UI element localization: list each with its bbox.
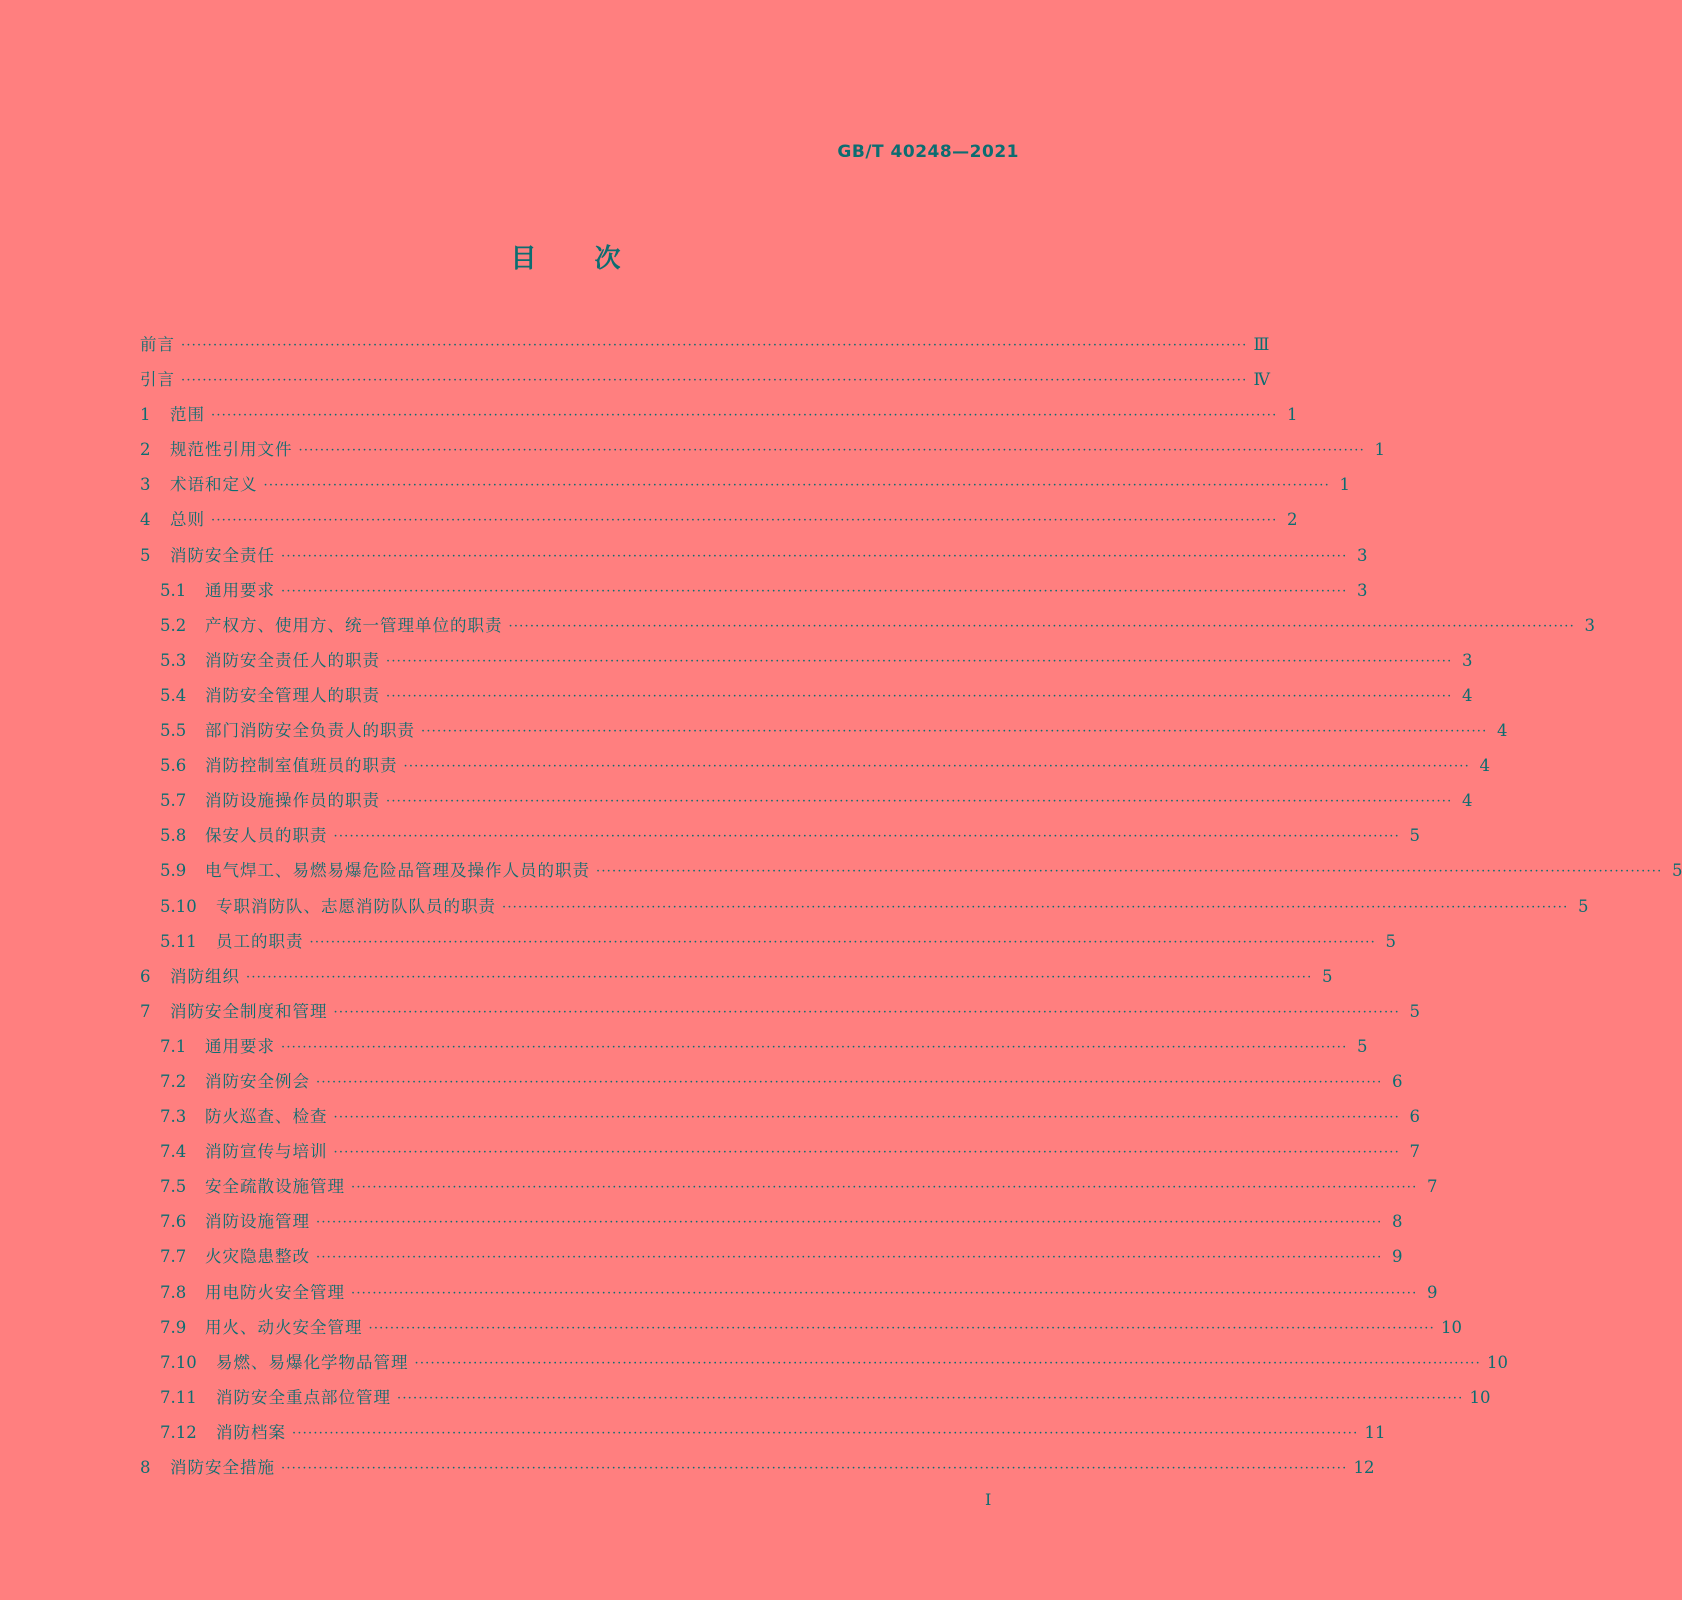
toc-entry-label: 消防控制室值班员的职责	[205, 756, 398, 776]
toc-dot-leader: ········································································································································································································	[309, 934, 1376, 950]
toc-entry-label: 消防组织	[170, 966, 240, 986]
toc-entry[interactable]	[140, 1349, 1508, 1384]
toc-entry[interactable]	[140, 471, 1350, 506]
toc-entry-page: 5	[1577, 896, 1589, 916]
toc-entry-page: Ⅲ	[1253, 335, 1270, 354]
toc-entry-number: 4	[140, 510, 151, 530]
toc-entry-label: 易燃、易爆化学物品管理	[216, 1352, 409, 1372]
toc-entry-label: 消防安全例会	[205, 1071, 310, 1091]
page-title: 目次	[510, 244, 679, 274]
toc-dot-leader: ········································································································································································································	[211, 513, 1278, 529]
toc-entry[interactable]	[140, 1419, 1386, 1454]
toc-entry-number: 7.4	[160, 1142, 187, 1162]
toc-entry-label: 消防设施管理	[205, 1212, 310, 1232]
toc-entry[interactable]	[140, 1384, 1491, 1419]
toc-dot-leader: ········································································································································································································	[316, 1074, 1383, 1090]
toc-entry-number: 7.10	[160, 1352, 197, 1372]
standard-code: GB/T 40248—2021	[837, 142, 1019, 162]
toc-dot-leader: ········································································································································································································	[421, 724, 1488, 740]
toc-entry[interactable]	[140, 893, 1589, 928]
toc-entry[interactable]	[140, 1243, 1403, 1278]
toc-entry-page: 9	[1426, 1282, 1438, 1302]
toc-entry[interactable]	[140, 1173, 1438, 1208]
toc-entry-page: 1	[1286, 405, 1298, 425]
toc-entry-label: 术语和定义	[170, 475, 258, 495]
toc-entry-number: 5.10	[160, 896, 197, 916]
toc-entry[interactable]	[140, 1138, 1420, 1173]
toc-dot-leader: ········································································································································································································	[181, 338, 1248, 353]
toc-entry-page: 8	[1391, 1212, 1403, 1232]
footer-page-number: I	[985, 1490, 992, 1509]
toc-entry[interactable]	[140, 857, 1682, 892]
toc-entry[interactable]	[140, 577, 1368, 612]
toc-entry-number: 3	[140, 475, 151, 495]
toc-entry-label: 消防设施操作员的职责	[205, 791, 380, 811]
toc-dot-leader: ········································································································································································································	[386, 688, 1453, 704]
toc-entry-page: 7	[1409, 1142, 1420, 1162]
toc-entry[interactable]	[140, 928, 1396, 963]
toc-entry-label: 通用要求	[205, 580, 275, 600]
toc-entry[interactable]	[140, 436, 1385, 471]
toc-dot-leader: ········································································································································································································	[397, 1390, 1464, 1406]
toc-entry-page: 10	[1486, 1352, 1508, 1372]
toc-entry-number: 7.5	[160, 1177, 187, 1197]
toc-dot-leader: ········································································································································································································	[316, 1215, 1383, 1231]
toc-entry-label: 产权方、使用方、统一管理单位的职责	[205, 615, 503, 635]
toc-entry[interactable]	[140, 717, 1508, 752]
toc-entry[interactable]	[140, 1314, 1462, 1349]
toc-entry-label: 消防安全责任	[170, 545, 275, 565]
toc-entry-label: 引言	[140, 370, 175, 390]
toc-entry[interactable]	[140, 1454, 1375, 1489]
toc-entry-label: 规范性引用文件	[170, 440, 293, 460]
toc-entry[interactable]	[140, 366, 1270, 401]
toc-dot-leader: ········································································································································································································	[316, 1250, 1383, 1266]
toc-entry-label: 安全疏散设施管理	[205, 1177, 345, 1197]
toc-entry[interactable]	[140, 612, 1595, 647]
toc-entry-label: 消防档案	[216, 1422, 286, 1442]
toc-dot-leader: ········································································································································································································	[368, 1320, 1435, 1336]
toc-entry-number: 7.7	[160, 1247, 187, 1267]
toc-entry[interactable]	[140, 506, 1298, 541]
toc-entry-number: 7.3	[160, 1107, 187, 1127]
toc-entry-page: 4	[1461, 791, 1473, 811]
toc-entry-number: 5.2	[160, 615, 187, 635]
toc-entry-page: 4	[1479, 756, 1490, 776]
toc-entry-number: 7.9	[160, 1317, 187, 1337]
toc-dot-leader: ········································································································································································································	[502, 899, 1569, 915]
toc-entry-number: 7.2	[160, 1071, 187, 1091]
toc-entry[interactable]	[140, 331, 1270, 366]
toc-entry-page: 3	[1461, 650, 1473, 670]
toc-entry-number: 7.12	[160, 1422, 197, 1442]
toc-entry-label: 消防安全制度和管理	[170, 1001, 328, 1021]
toc-entry[interactable]	[140, 1208, 1403, 1243]
toc-entry-label: 通用要求	[205, 1036, 275, 1056]
toc-entry-label: 部门消防安全负责人的职责	[205, 721, 415, 741]
toc-dot-leader: ········································································································································································································	[351, 1285, 1418, 1301]
toc-dot-leader: ········································································································································································································	[414, 1355, 1481, 1371]
toc-dot-leader: ········································································································································································································	[333, 1145, 1400, 1161]
toc-entry[interactable]	[140, 822, 1420, 857]
toc-dot-leader: ········································································································································································································	[211, 408, 1278, 424]
toc-entry[interactable]	[140, 682, 1473, 717]
toc-entry[interactable]	[140, 787, 1473, 822]
toc-entry-page: 5	[1321, 966, 1333, 986]
toc-dot-leader: ········································································································································································································	[298, 443, 1365, 459]
toc-entry-number: 5	[140, 545, 151, 565]
toc-dot-leader: ········································································································································································································	[386, 794, 1453, 810]
toc-entry-number: 7.6	[160, 1212, 187, 1232]
toc-entry-number: 7	[140, 1001, 151, 1021]
toc-entry-number: 7.8	[160, 1282, 187, 1302]
toc-entry[interactable]	[140, 1279, 1438, 1314]
toc-entry-label: 总则	[170, 510, 205, 530]
toc-dot-leader: ········································································································································································································	[333, 829, 1400, 845]
toc-entry-label: 消防安全措施	[170, 1458, 275, 1477]
toc-entry-page: 10	[1469, 1387, 1491, 1407]
toc-entry-page: 5	[1385, 931, 1396, 951]
toc-entry[interactable]	[140, 1103, 1420, 1138]
toc-entry-page: 1	[1339, 475, 1350, 495]
toc-entry-page: 2	[1286, 510, 1298, 530]
toc-entry-label: 消防安全重点部位管理	[216, 1387, 391, 1407]
toc-entry-number: 5.1	[160, 580, 187, 600]
toc-entry[interactable]	[140, 1033, 1368, 1068]
toc-entry[interactable]	[140, 542, 1368, 577]
toc-entry-label: 前言	[140, 335, 175, 354]
toc-entry[interactable]	[140, 963, 1333, 998]
toc-entry[interactable]	[140, 998, 1420, 1033]
toc-entry-label: 用电防火安全管理	[205, 1282, 345, 1302]
toc-entry-label: 消防安全管理人的职责	[205, 685, 380, 705]
toc-entry-page: 6	[1409, 1107, 1420, 1127]
toc-dot-leader: ········································································································································································································	[386, 653, 1453, 669]
toc-dot-leader: ········································································································································································································	[333, 1004, 1400, 1020]
toc-entry-label: 防火巡查、检查	[205, 1107, 328, 1127]
toc-entry-label: 范围	[170, 405, 205, 425]
toc-entry-number: 5.11	[160, 931, 197, 951]
toc-entry-number: 5.4	[160, 685, 187, 705]
toc-entry-page: 7	[1426, 1177, 1438, 1197]
toc-entry-number: 5.9	[160, 861, 187, 881]
toc-dot-leader: ········································································································································································································	[351, 1180, 1418, 1196]
toc-dot-leader: ········································································································································································································	[281, 1461, 1348, 1476]
toc-dot-leader: ········································································································································································································	[263, 478, 1330, 494]
toc-entry[interactable]	[140, 1068, 1403, 1103]
toc-entry-number: 8	[140, 1458, 151, 1477]
toc-entry-label: 消防宣传与培训	[205, 1142, 328, 1162]
toc-entry-label: 用火、动火安全管理	[205, 1317, 363, 1337]
toc-entry-label: 专职消防队、志愿消防队队员的职责	[216, 896, 496, 916]
toc-entry-number: 2	[140, 440, 151, 460]
toc-entry-number: 7.11	[160, 1387, 197, 1407]
toc-entry-number: 7.1	[160, 1036, 187, 1056]
toc-entry-label: 火灾隐患整改	[205, 1247, 310, 1267]
toc-dot-leader: ········································································································································································································	[403, 759, 1470, 775]
toc-dot-leader: ········································································································································································································	[281, 583, 1348, 599]
toc-entry-page: 9	[1391, 1247, 1403, 1267]
toc-entry-number: 5.7	[160, 791, 187, 811]
toc-entry-label: 电气焊工、易燃易爆危险品管理及操作人员的职责	[205, 861, 590, 881]
toc-entry-number: 1	[140, 405, 151, 425]
toc-entry[interactable]	[140, 401, 1298, 436]
toc-entry-page: 12	[1353, 1458, 1375, 1477]
toc-entry-number: 5.5	[160, 721, 187, 741]
table-of-contents	[140, 331, 1682, 1489]
toc-entry-page: 4	[1461, 685, 1473, 705]
toc-entry-page: 5	[1356, 1036, 1368, 1056]
toc-entry-label: 消防安全责任人的职责	[205, 650, 380, 670]
toc-entry[interactable]	[140, 752, 1490, 787]
toc-entry-page: 3	[1356, 580, 1368, 600]
toc-entry-label: 员工的职责	[216, 931, 304, 951]
toc-dot-leader: ········································································································································································································	[508, 618, 1575, 634]
toc-entry-page: 1	[1374, 440, 1385, 460]
toc-entry-number: 5.8	[160, 826, 187, 846]
toc-entry-page: Ⅳ	[1253, 370, 1270, 390]
toc-entry-page: 6	[1391, 1071, 1403, 1091]
toc-entry-page: 5	[1409, 826, 1420, 846]
toc-entry-page: 3	[1356, 545, 1368, 565]
toc-dot-leader: ········································································································································································································	[281, 1039, 1348, 1055]
toc-dot-leader: ········································································································································································································	[596, 864, 1663, 880]
toc-dot-leader: ········································································································································································································	[281, 548, 1348, 564]
toc-entry-page: 5	[1409, 1001, 1420, 1021]
toc-entry-page: 5	[1671, 861, 1682, 881]
toc-entry-page: 10	[1440, 1317, 1462, 1337]
toc-entry-number: 5.6	[160, 756, 187, 776]
toc-dot-leader: ········································································································································································································	[292, 1425, 1359, 1441]
toc-entry-number: 5.3	[160, 650, 187, 670]
toc-entry-number: 6	[140, 966, 151, 986]
toc-entry[interactable]	[140, 647, 1473, 682]
toc-entry-page: 3	[1584, 615, 1595, 635]
toc-dot-leader: ········································································································································································································	[333, 1110, 1400, 1126]
toc-entry-page: 11	[1364, 1422, 1386, 1442]
toc-dot-leader: ········································································································································································································	[181, 373, 1248, 389]
toc-entry-label: 保安人员的职责	[205, 826, 328, 846]
toc-dot-leader: ········································································································································································································	[246, 969, 1313, 985]
toc-entry-page: 4	[1496, 721, 1508, 741]
